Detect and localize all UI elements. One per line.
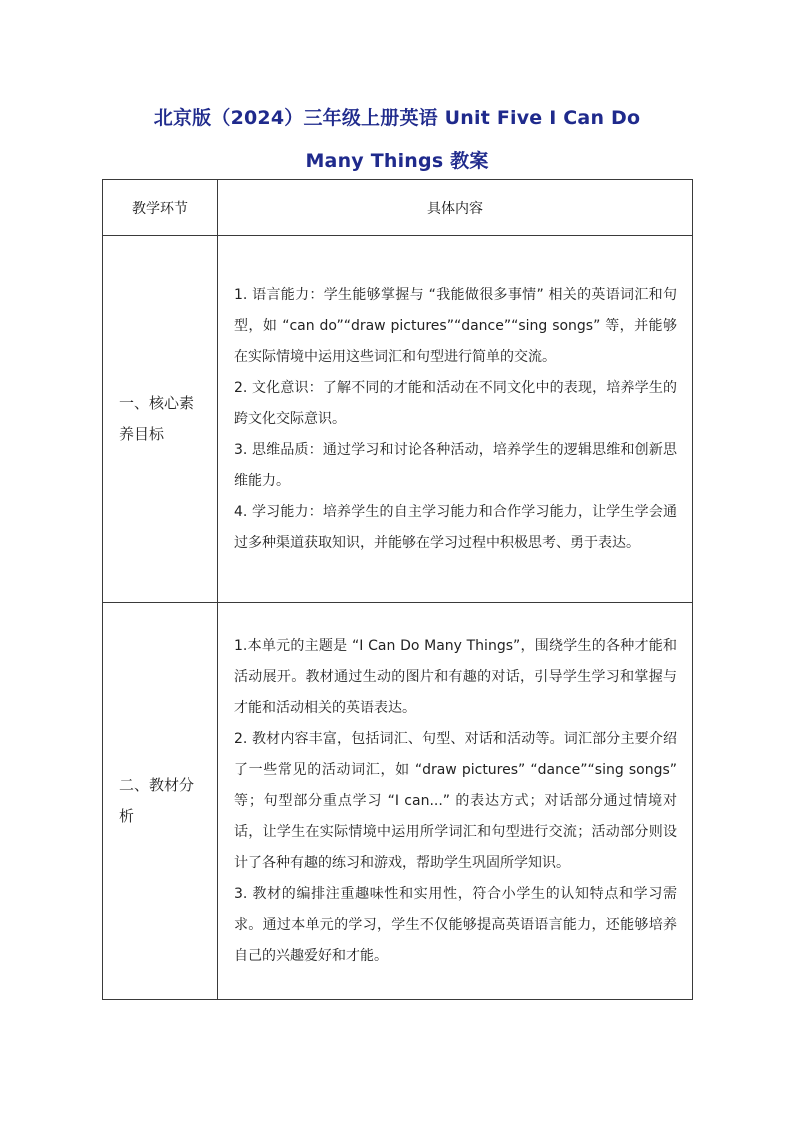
content-paragraph: 3. 教材的编排注重趣味性和实用性，符合小学生的认知特点和学习需求。通过本单元的学习，学生不仅能够提高英语语言能力，还能够培养自己的兴趣爱好和才能。 xyxy=(234,885,677,964)
section-content xyxy=(218,236,693,603)
document-title-line-2: Many Things 教案 xyxy=(305,150,489,172)
table-header-row xyxy=(103,180,693,236)
content-paragraph: 1. 语言能力：学生能够掌握与 “我能做很多事情” 相关的英语词汇和句型，如 “can do”“draw pictures”“dance”“sing songs” 等，并能够在实际情境中运用这些词汇和句型进行简单的交流。 xyxy=(234,286,677,365)
content-paragraph: 1.本单元的主题是 “I Can Do Many Things”，围绕学生的各种才能和活动展开。教材通过生动的图片和有趣的对话，引导学生学习和掌握与才能和活动相关的英语表达。 xyxy=(234,637,677,716)
section-core-literacy-goals: 一、核心素养目标 xyxy=(103,236,218,603)
document-title-line-1: 北京版（2024）三年级上册英语 Unit Five I Can Do xyxy=(153,107,641,129)
lesson-plan-table xyxy=(102,179,693,1000)
table-row xyxy=(103,236,693,603)
content-paragraph: 2. 教材内容丰富，包括词汇、句型、对话和活动等。词汇部分主要介绍了一些常见的活动词汇，如 “draw pictures” “dance”“sing songs” 等；句型部分重点学习 “I can...” 的表达方式；对话部分通过情境对话，让学生在实际情境中运用所学词汇和句型进行交流；活动部分则设计了各种有趣的练习和游戏，帮助学生巩固所学知识。 xyxy=(234,730,677,871)
section-content xyxy=(218,603,693,1000)
content-paragraph: 2. 文化意识：了解不同的才能和活动在不同文化中的表现，培养学生的跨文化交际意识。 xyxy=(234,379,677,427)
header-specific-content: 具体内容 xyxy=(218,180,693,236)
header-teaching-stage: 教学环节 xyxy=(103,180,218,236)
section-textbook-analysis: 二、教材分析 xyxy=(103,603,218,1000)
content-paragraph: 3. 思维品质：通过学习和讨论各种活动，培养学生的逻辑思维和创新思维能力。 xyxy=(234,441,677,489)
table-row xyxy=(103,603,693,1000)
content-paragraph: 4. 学习能力：培养学生的自主学习能力和合作学习能力，让学生学会通过多种渠道获取知识，并能够在学习过程中积极思考、勇于表达。 xyxy=(234,503,677,551)
